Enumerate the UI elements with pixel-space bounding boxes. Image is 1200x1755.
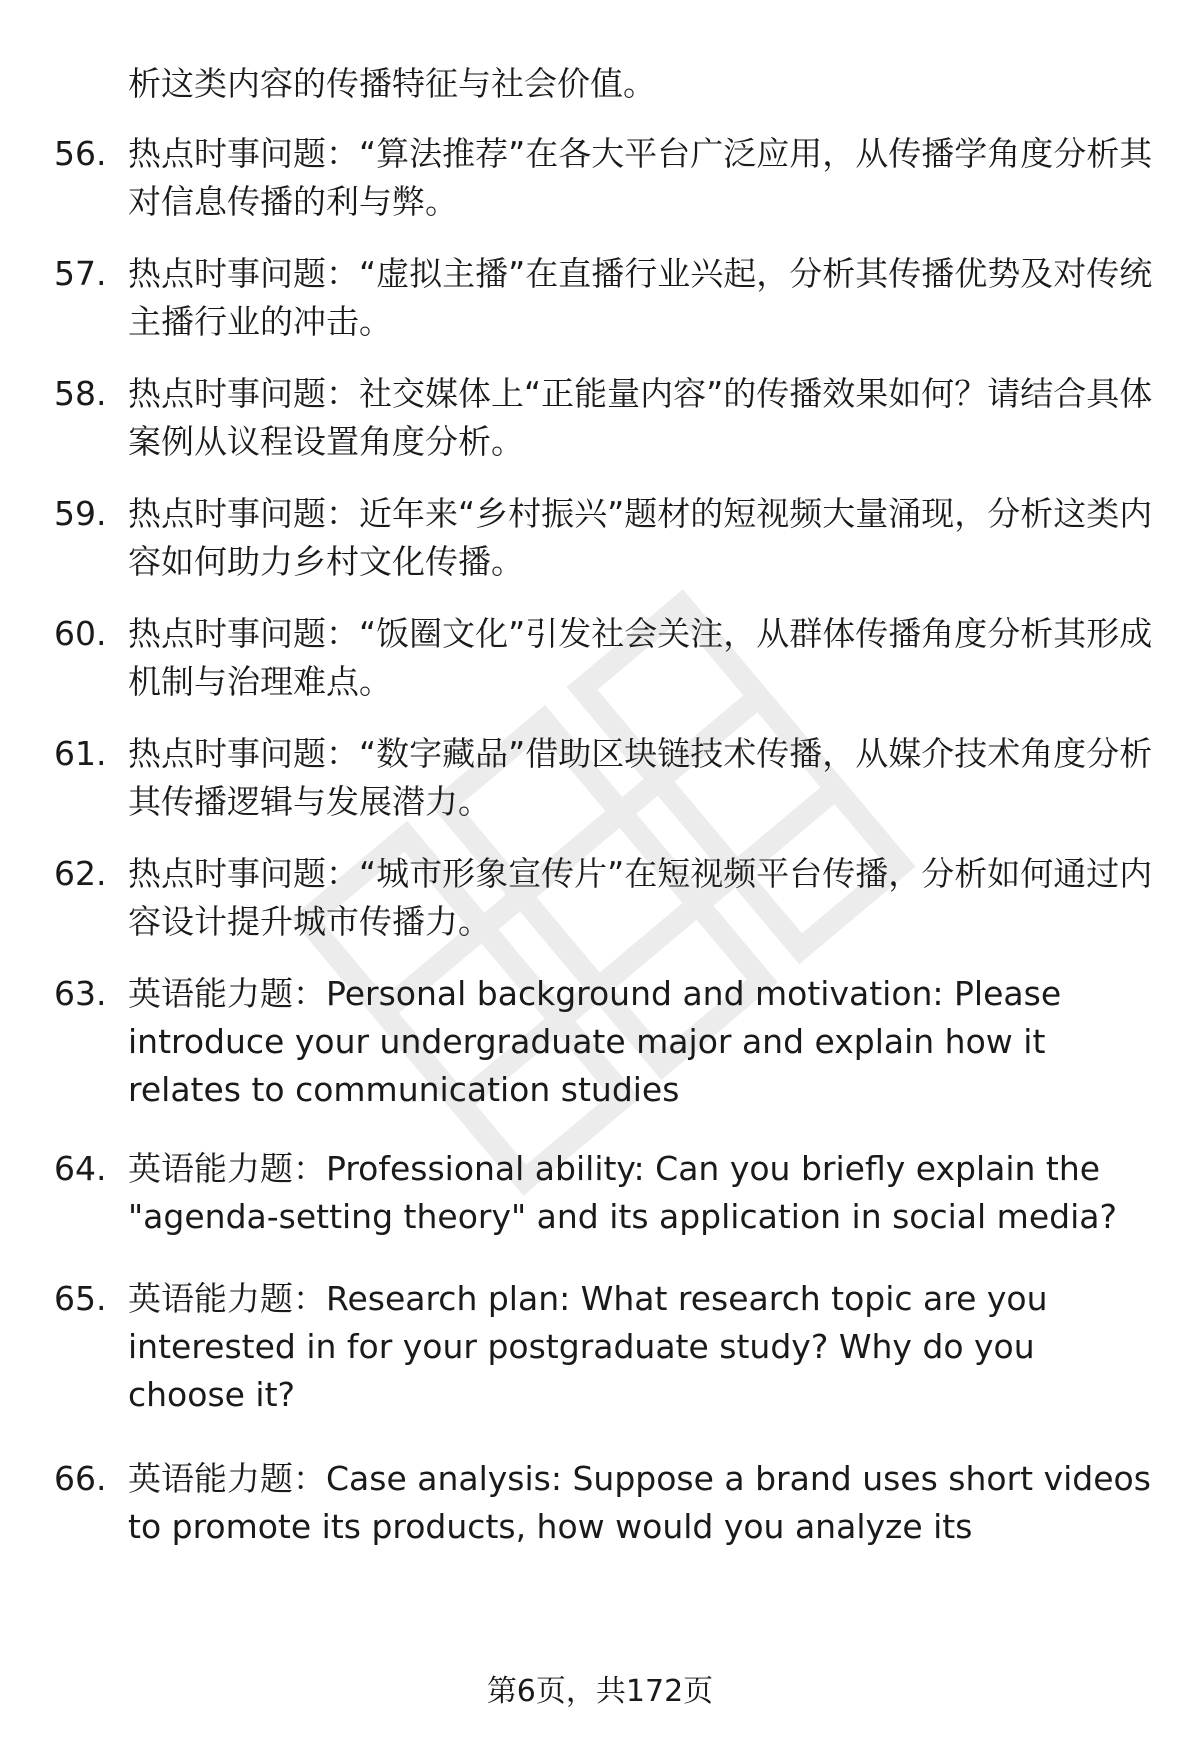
- item-text: 英语能力题：Personal background and motivation: Please introduce your undergraduate major and explain how it relates to communication studies: [128, 974, 1062, 1109]
- continuation-line: 析这类内容的传播特征与社会价值。: [128, 64, 656, 103]
- item-number: 61.: [54, 734, 107, 773]
- item-number: 57.: [54, 254, 107, 293]
- item-text: 英语能力题：Research plan: What research topic are you interested in for your postgraduate study? Why do you choose it?: [128, 1279, 1048, 1414]
- page-footer: 第6页，共172页: [486, 1674, 714, 1709]
- item-number: 66.: [54, 1459, 107, 1498]
- item-text: 热点时事问题：近年来“乡村振兴”题材的短视频大量涌现，分析这类内容如何助力乡村文化传播。: [128, 494, 1153, 581]
- item-text: 热点时事问题：社交媒体上“正能量内容”的传播效果如何？请结合具体案例从议程设置角度分析。: [128, 374, 1153, 461]
- item-number: 63.: [54, 974, 107, 1013]
- item-text: 热点时事问题：“算法推荐”在各大平台广泛应用，从传播学角度分析其对信息传播的利与弊。: [128, 134, 1153, 221]
- item-number: 65.: [54, 1279, 107, 1318]
- item-text: 英语能力题：Case analysis: Suppose a brand uses short videos to promote its products, how would you analyze its: [128, 1459, 1151, 1546]
- item-text: 热点时事问题：“虚拟主播”在直播行业兴起，分析其传播优势及对传统主播行业的冲击。: [128, 254, 1153, 341]
- item-number: 64.: [54, 1149, 107, 1188]
- item-number: 59.: [54, 494, 107, 533]
- item-number: 56.: [54, 134, 107, 173]
- item-text: 热点时事问题：“数字藏品”借助区块链技术传播，从媒介技术角度分析其传播逻辑与发展潜力。: [128, 734, 1153, 821]
- item-number: 62.: [54, 854, 107, 893]
- item-number: 60.: [54, 614, 107, 653]
- item-text: 热点时事问题：“饭圈文化”引发社会关注，从群体传播角度分析其形成机制与治理难点。: [128, 614, 1153, 701]
- item-number: 58.: [54, 374, 107, 413]
- item-text: 热点时事问题：“城市形象宣传片”在短视频平台传播，分析如何通过内容设计提升城市传播力。: [128, 854, 1153, 941]
- item-text: 英语能力题：Professional ability: Can you briefly explain the "agenda-setting theory" and its application in social media?: [128, 1149, 1117, 1236]
